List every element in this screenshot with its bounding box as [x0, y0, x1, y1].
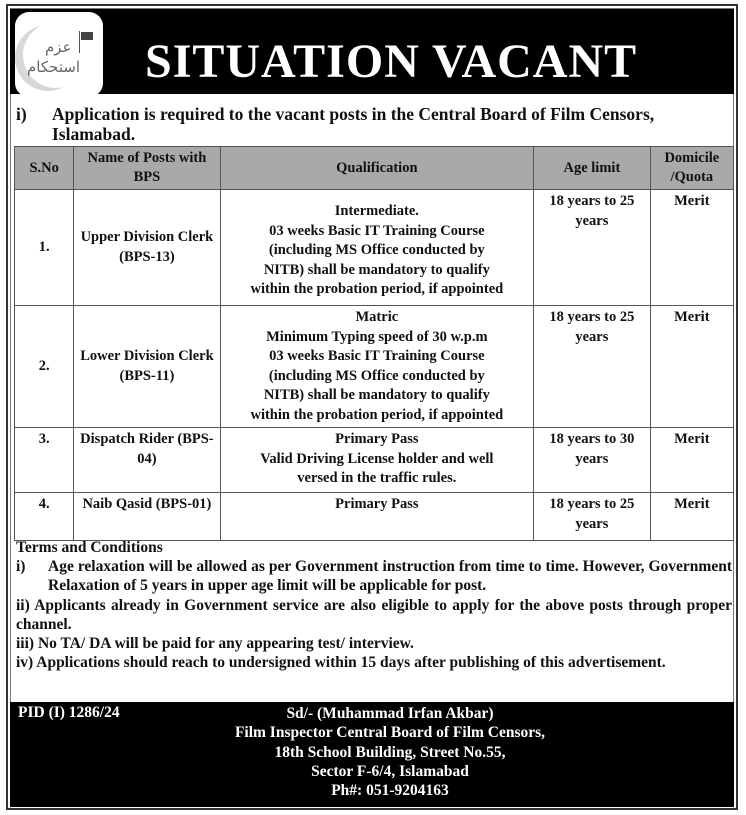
cell-sno: 3. — [15, 428, 74, 493]
terms-item-label: iv) — [16, 654, 34, 672]
qualification-line: within the probation period, if appointed — [250, 406, 504, 423]
cell-domicile: Merit — [650, 306, 733, 428]
flag-pole-icon — [79, 31, 80, 53]
terms-item-text: Age relaxation will be allowed as per Government instruction from time to time. However, Government Relaxation of 5 years in upper age limit will be applicable for post. — [48, 558, 732, 595]
table-row — [15, 493, 734, 541]
cell-name: Upper Division Clerk (BPS-13) — [74, 190, 220, 306]
intro-paragraph — [16, 104, 734, 144]
cell-domicile: Merit — [650, 428, 733, 493]
terms-heading: Terms and Conditions — [16, 539, 163, 556]
terms-item-text: No TA/ DA will be paid for any appearing test/ interview. — [37, 635, 414, 653]
qualification-line: Primary Pass — [335, 431, 419, 447]
table-row — [15, 190, 734, 306]
cell-age: 18 years to 25 years — [534, 306, 651, 428]
cell-sno: 1. — [15, 190, 74, 306]
page-title: SITUATION VACANT — [145, 35, 638, 88]
cell-name: Lower Division Clerk (BPS-11) — [74, 306, 220, 428]
qualification-line: Valid Driving License holder and well — [260, 450, 494, 467]
terms-item — [16, 653, 732, 672]
intro-number: i) — [16, 104, 27, 124]
footer-banner — [10, 702, 734, 807]
qualification-line: NITB) shall be mandatory to qualify — [263, 387, 490, 403]
signature-line: Ph#: 051-9204163 — [331, 782, 449, 800]
qualification-line: (including MS Office conducted by — [268, 242, 485, 258]
cell-sno: 4. — [15, 493, 74, 541]
table-row — [15, 428, 734, 493]
azm-e-istehkam-logo-icon — [15, 12, 103, 97]
cell-qualification — [220, 190, 534, 306]
header-sno: S.No — [15, 147, 74, 190]
cell-name: Dispatch Rider (BPS-04) — [74, 428, 220, 493]
qualification-line: within the probation period, if appointed — [250, 281, 504, 297]
qualification-line: Intermediate. — [334, 203, 419, 219]
logo-text-line1: عزم — [45, 38, 72, 56]
terms-item — [16, 596, 732, 634]
terms-item-label: i) — [16, 558, 26, 576]
signature-block — [160, 704, 620, 800]
header-banner — [10, 9, 734, 94]
cell-qualification — [220, 493, 534, 541]
table-row — [15, 306, 734, 428]
cell-sno: 2. — [15, 306, 74, 428]
terms-item-text: Applicants already in Government service are also eligible to apply for the above posts through proper channel. — [16, 596, 732, 633]
header-qualification: Qualification — [220, 147, 534, 190]
qualification-line: Primary Pass — [335, 496, 419, 512]
cell-qualification — [220, 306, 534, 428]
pid-number: PID (I) 1286/24 — [18, 704, 120, 721]
logo-text-line2: استحکام — [27, 58, 81, 76]
qualification-line: 03 weeks Basic IT Training Course — [269, 222, 485, 239]
terms-item-label: ii) — [16, 596, 30, 614]
qualification-line: versed in the traffic rules. — [297, 470, 457, 486]
terms-item — [16, 557, 732, 595]
terms-and-conditions — [16, 538, 732, 672]
posts-table — [14, 146, 734, 541]
cell-name: Naib Qasid (BPS-01) — [74, 493, 220, 541]
header-age: Age limit — [534, 147, 651, 190]
table-header-row — [15, 147, 734, 190]
cell-age: 18 years to 25 years — [534, 493, 651, 541]
signature-line: Sd/- (Muhammad Irfan Akbar) — [286, 705, 494, 722]
qualification-line: (including MS Office conducted by — [268, 367, 485, 384]
signature-line: 18th School Building, Street No.55, — [274, 743, 506, 761]
cell-domicile: Merit — [650, 190, 733, 306]
terms-item-label: iii) — [16, 635, 35, 653]
signature-line: Film Inspector Central Board of Film Censors, — [234, 724, 546, 742]
terms-item-text: Applications should reach to undersigned within 15 days after publishing of this advertisement. — [36, 654, 666, 672]
header-name: Name of Posts with BPS — [74, 147, 220, 190]
qualification-line: 03 weeks Basic IT Training Course — [269, 348, 485, 364]
qualification-line: NITB) shall be mandatory to qualify — [263, 261, 490, 278]
header-domicile: Domicile /Quota — [650, 147, 733, 190]
terms-item — [16, 634, 732, 653]
cell-age: 18 years to 30 years — [534, 428, 651, 493]
flag-icon — [81, 32, 93, 40]
intro-text: Application is required to the vacant posts in the Central Board of Film Censors, Islamabad. — [52, 104, 655, 144]
cell-domicile: Merit — [650, 493, 733, 541]
qualification-line: Matric — [355, 309, 399, 325]
qualification-line: Minimum Typing speed of 30 w.p.m — [266, 328, 488, 345]
cell-age: 18 years to 25 years — [534, 190, 651, 306]
signature-line: Sector F-6/4, Islamabad — [311, 762, 469, 780]
cell-qualification — [220, 428, 534, 493]
